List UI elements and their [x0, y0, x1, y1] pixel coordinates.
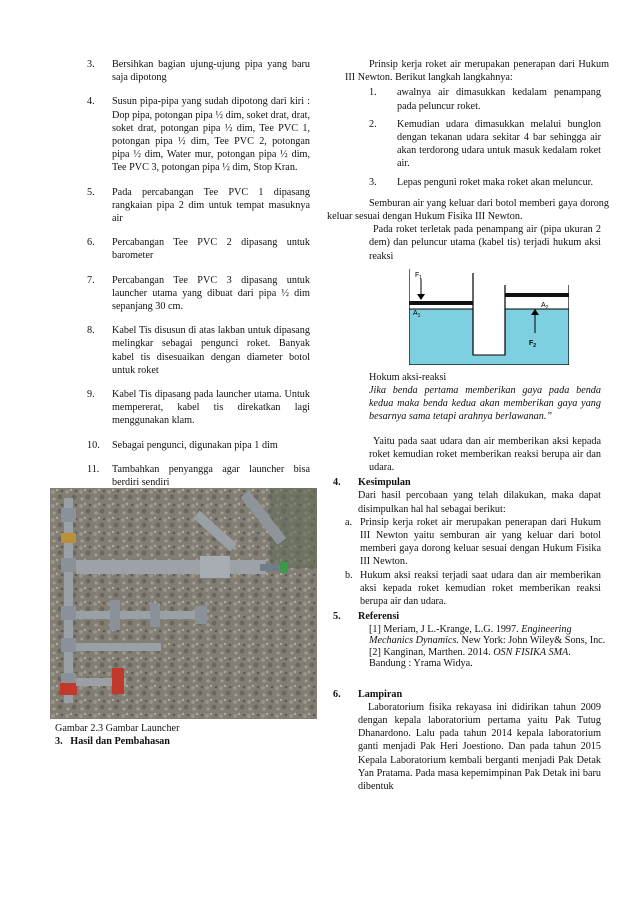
list-item-text: Kemudian udara dimasukkan melalui bunglon dengan tekanan udara sekitar 4 bar sehingga air akan terdorong udara untuk masuk kedalam roket air. [397, 118, 601, 170]
launcher-photo [50, 488, 317, 719]
list-item-text: Prinsip kerja roket air merupakan penerapan dari Hukum III Newton yaitu semburan air yang keluar dari botol memberi gaya dorong keluar sesuai dengan Hukum Fisika III Newton. [360, 516, 601, 568]
list-item [78, 463, 310, 489]
list-item-number: 3. [369, 176, 377, 188]
section-4-heading [327, 476, 609, 489]
right-column [327, 58, 609, 793]
section-6-heading [327, 688, 609, 701]
list-item-text: Percabangan Tee PVC 3 dipasang untuk launcher utama yang dibuat dari pipa ½ dim sepanjang 30 cm. [112, 274, 310, 313]
piston-large [505, 293, 569, 297]
list-item [327, 176, 609, 189]
list-item-number: 9. [87, 389, 95, 401]
label-a1: $A_1$ [413, 309, 421, 319]
intro-paragraph: Prinsip kerja roket air merupakan penerapan dari Hukum III Newton. Berikut langkah langkahnya: [345, 59, 609, 84]
hokum-quote: Jika benda pertama memberikan gaya pada benda kedua maka benda kedua akan memberikan gaya yang besarnya sama tetapi arahnya berlawanan.” [369, 385, 601, 423]
section-3-heading [55, 735, 170, 748]
reference-1: [1] Meriam, J L.-Krange, L.G. 1997. Engineering Mechanics Dynamics. New York: John Wiley& Sons, Inc. [369, 623, 606, 646]
list-item-number: 6. [87, 237, 95, 249]
yaitu-paragraph: Yaitu pada saat udara dan air memberikan aksi kepada roket kemudian roket memberikan reaksi berupa air dan udara. [369, 435, 601, 474]
piston-small [409, 301, 473, 305]
action-reaction-diagram [409, 269, 569, 365]
left-column [78, 58, 310, 500]
label-a2: $A_2$ [541, 301, 549, 311]
list-item-text: Kabel Tis disusun di atas lakban untuk dipasang melingkar sebagai pengunci roket. Banyak kabel tis disesuaikan dengan diameter botol untuk roket [112, 325, 310, 376]
arrow-down-icon [417, 294, 425, 300]
label-f1: $F_1$ [415, 271, 423, 281]
list-item-text: Susun pipa-pipa yang sudah dipotong dari kiri : Dop pipa, potongan pipa ½ dim, soket drat, drat, soket drat, potongan pipa ½ dim, Tee PVC 1, potongan pipa ½ dim, Tee PVC 2, potongan pipa ½ dim, Water mur, potongan pipa ½ dim, Tee PVC 3, potongan pipa ½ dim, Stop Kran. [112, 96, 310, 174]
list-item-number: 11. [87, 463, 100, 475]
section-4-number: 4. [333, 477, 341, 489]
list-item [78, 324, 310, 377]
list-item-number: 3. [87, 59, 95, 70]
label-f2: $F_2$ [529, 339, 537, 349]
section-6-number: 6. [333, 688, 341, 700]
semburan-paragraph: Semburan air yang keluar dari botol memberi gaya dorong keluar sesuai dengan Hukum Fisika III Newton. [327, 197, 609, 223]
list-item-number: 2. [369, 118, 377, 130]
section-5-title: Referensi [358, 611, 400, 623]
list-item [78, 95, 310, 174]
list-item-label: a. [345, 516, 353, 528]
list-item-number: 7. [87, 274, 95, 286]
reference-2: [2] Kanginan, Marthen. 2014. OSN FISIKA SMA. Bandung : Yrama Widya. [369, 646, 571, 669]
list-item [78, 439, 310, 452]
diagram-water [409, 309, 569, 365]
lampiran-paragraph: Laboratorium fisika rekayasa ini didirikan tahun 2009 dengan kepala laboratorium pertama yaitu Pak Tutug Dhanardono. Lalu pada tahun 2014 kepala laboratorium ganti menjadi Pak Heri Joestiono. Dan pada tahun 2015 Kepala Laboratorium kembali berganti menjadi Pak Detak Yan Pratama. Pada masa kepemimpinan Pak Detak ini baru dibentuk [358, 701, 601, 792]
list-item [327, 118, 609, 171]
section-4-title: Kesimpulan [358, 477, 411, 489]
list-item [78, 186, 310, 226]
list-item [327, 569, 609, 609]
list-item-text: Hukum aksi reaksi terjadi saat udara dan air memberikan aksi kepada roket kemudian roket memberikan reaksi berupa air dan udara. [360, 569, 601, 608]
section-6-title: Lampiran [358, 688, 403, 700]
list-item-text: Kabel Tis dipasang pada launcher utama. Untuk mempererat, kabel tis direkatkan lagi menggunakan klam. [112, 389, 310, 427]
list-item-text: awalnya air dimasukkan kedalam penampang pada peluncur roket. [397, 87, 601, 112]
conclusion-list [327, 516, 609, 608]
list-item-text: Pada percabangan Tee PVC 1 dipasang rangkaian pipa 2 dim untuk tempat masuknya air [112, 186, 310, 225]
list-item [78, 58, 310, 84]
section-3-title: Hasil dan Pembahasan [70, 736, 170, 747]
list-item-text: Tambahkan penyangga agar launcher bisa berdiri sendiri [112, 463, 310, 489]
roket-paragraph: Pada roket terletak pada penampang air (pipa ukuran 2 dem) dan peluncur utama (kabel tis) terjadi hukum aksi reaksi [369, 224, 601, 262]
list-item-number: 1. [369, 87, 377, 99]
list-item-number: 5. [87, 186, 95, 198]
list-item-text: Percabangan Tee PVC 2 dipasang untuk barometer [112, 237, 310, 262]
list-item [327, 86, 609, 112]
list-item-number: 4. [87, 96, 95, 108]
list-item-text: Sebagai pengunci, digunakan pipa 1 dim [112, 439, 278, 451]
list-item [78, 388, 310, 428]
list-item [78, 274, 310, 314]
list-item-text: Lepas penguni roket maka roket akan meluncur. [397, 176, 594, 188]
launcher-photo-drawing [50, 488, 317, 719]
conclusion-intro: Dari hasil percobaan yang telah dilakukan, maka dapat disimpulkan hal hal sebagai berikut: [358, 490, 601, 515]
list-item-number: 10. [87, 439, 100, 451]
principle-steps-list [327, 86, 609, 188]
list-item-text: Bersihkan bagian ujung-ujung pipa yang baru saja dipotong [112, 59, 310, 84]
section-5-number: 5. [333, 611, 341, 623]
list-item-number: 8. [87, 325, 95, 337]
list-item [78, 236, 310, 262]
section-3-number: 3. [55, 736, 63, 747]
figure-caption: Gambar 2.3 Gambar Launcher [55, 723, 180, 734]
list-item [327, 516, 609, 569]
assembly-steps-list [78, 58, 310, 489]
hokum-title: Hokum aksi-reaksi [369, 371, 447, 383]
section-5-heading [327, 610, 609, 623]
list-item-label: b. [345, 569, 353, 581]
